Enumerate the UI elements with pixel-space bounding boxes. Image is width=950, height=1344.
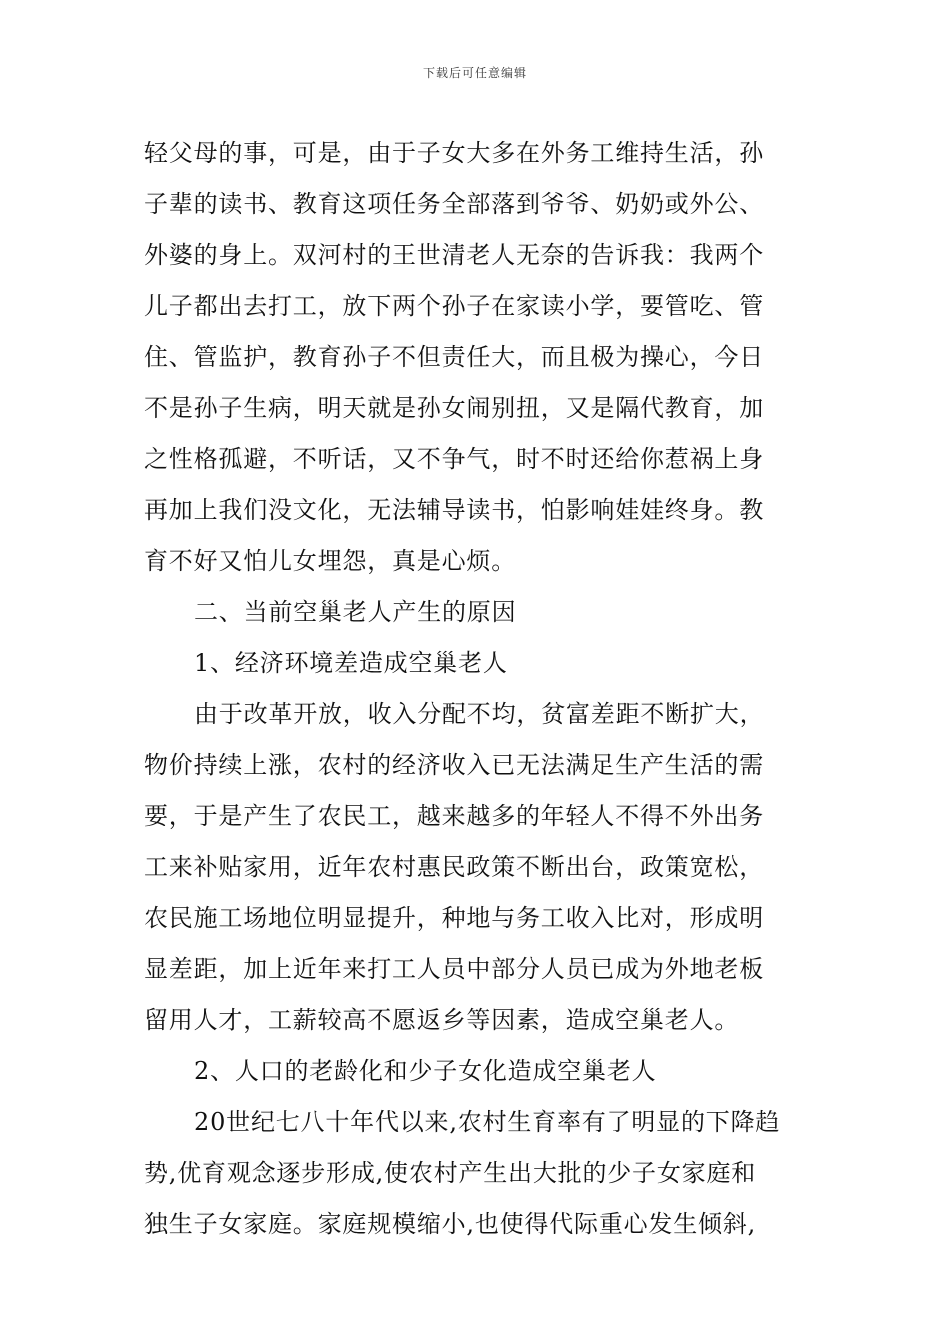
text-line: 再加上我们没文化，无法辅导读书，怕影响娃娃终身。教	[144, 496, 764, 524]
text-line: 不是孙子生病，明天就是孙女闹别扭，又是隔代教育，加	[144, 394, 764, 422]
text-line: 住、管监护，教育孙子不但责任大，而且极为操心，今日	[144, 343, 764, 371]
text-line: 之性格孤避，不听话，又不争气，时不时还给你惹祸上身	[144, 445, 764, 473]
text-line: 育不好又怕儿女埋怨，真是心烦。	[144, 547, 516, 575]
text-line: 儿子都出去打工，放下两个孙子在家读小学，要管吃、管	[144, 292, 764, 320]
text-line: 物价持续上涨，农村的经济收入已无法满足生产生活的需	[144, 751, 764, 779]
text-line: 显差距，加上近年来打工人员中部分人员已成为外地老板	[144, 955, 764, 983]
document-body	[144, 128, 808, 1250]
text-line: 独生子女家庭。家庭规模缩小,也使得代际重心发生倾斜,	[144, 1210, 757, 1238]
text-line: 农民施工场地位明显提升，种地与务工收入比对，形成明	[144, 904, 764, 932]
text-line: 外婆的身上。双河村的王世清老人无奈的告诉我：我两个	[144, 241, 764, 269]
text-line: 工来补贴家用，近年农村惠民政策不断出台，政策宽松，	[144, 853, 764, 881]
text-line: 要，于是产生了农民工，越来越多的年轻人不得不外出务	[144, 802, 764, 830]
section-heading: 二、当前空巢老人产生的原因	[194, 598, 517, 626]
text-line: 留用人才，工薪较高不愿返乡等因素，造成空巢老人。	[144, 1006, 740, 1034]
subsection-heading: 1、经济环境差造成空巢老人	[194, 649, 508, 677]
text-line: 轻父母的事，可是，由于子女大多在外务工维持生活，孙	[144, 139, 764, 167]
text-line: 20世纪七八十年代以来,农村生育率有了明显的下降趋	[194, 1108, 781, 1136]
text-line: 由于改革开放，收入分配不均，贫富差距不断扩大，	[194, 700, 765, 728]
text-line: 势,优育观念逐步形成,使农村产生出大批的少子女家庭和	[144, 1159, 757, 1187]
text-line: 子辈的读书、教育这项任务全部落到爷爷、奶奶或外公、	[144, 190, 764, 218]
page-header: 下载后可任意编辑	[422, 66, 527, 80]
subsection-heading: 2、人口的老龄化和少子女化造成空巢老人	[194, 1057, 657, 1085]
